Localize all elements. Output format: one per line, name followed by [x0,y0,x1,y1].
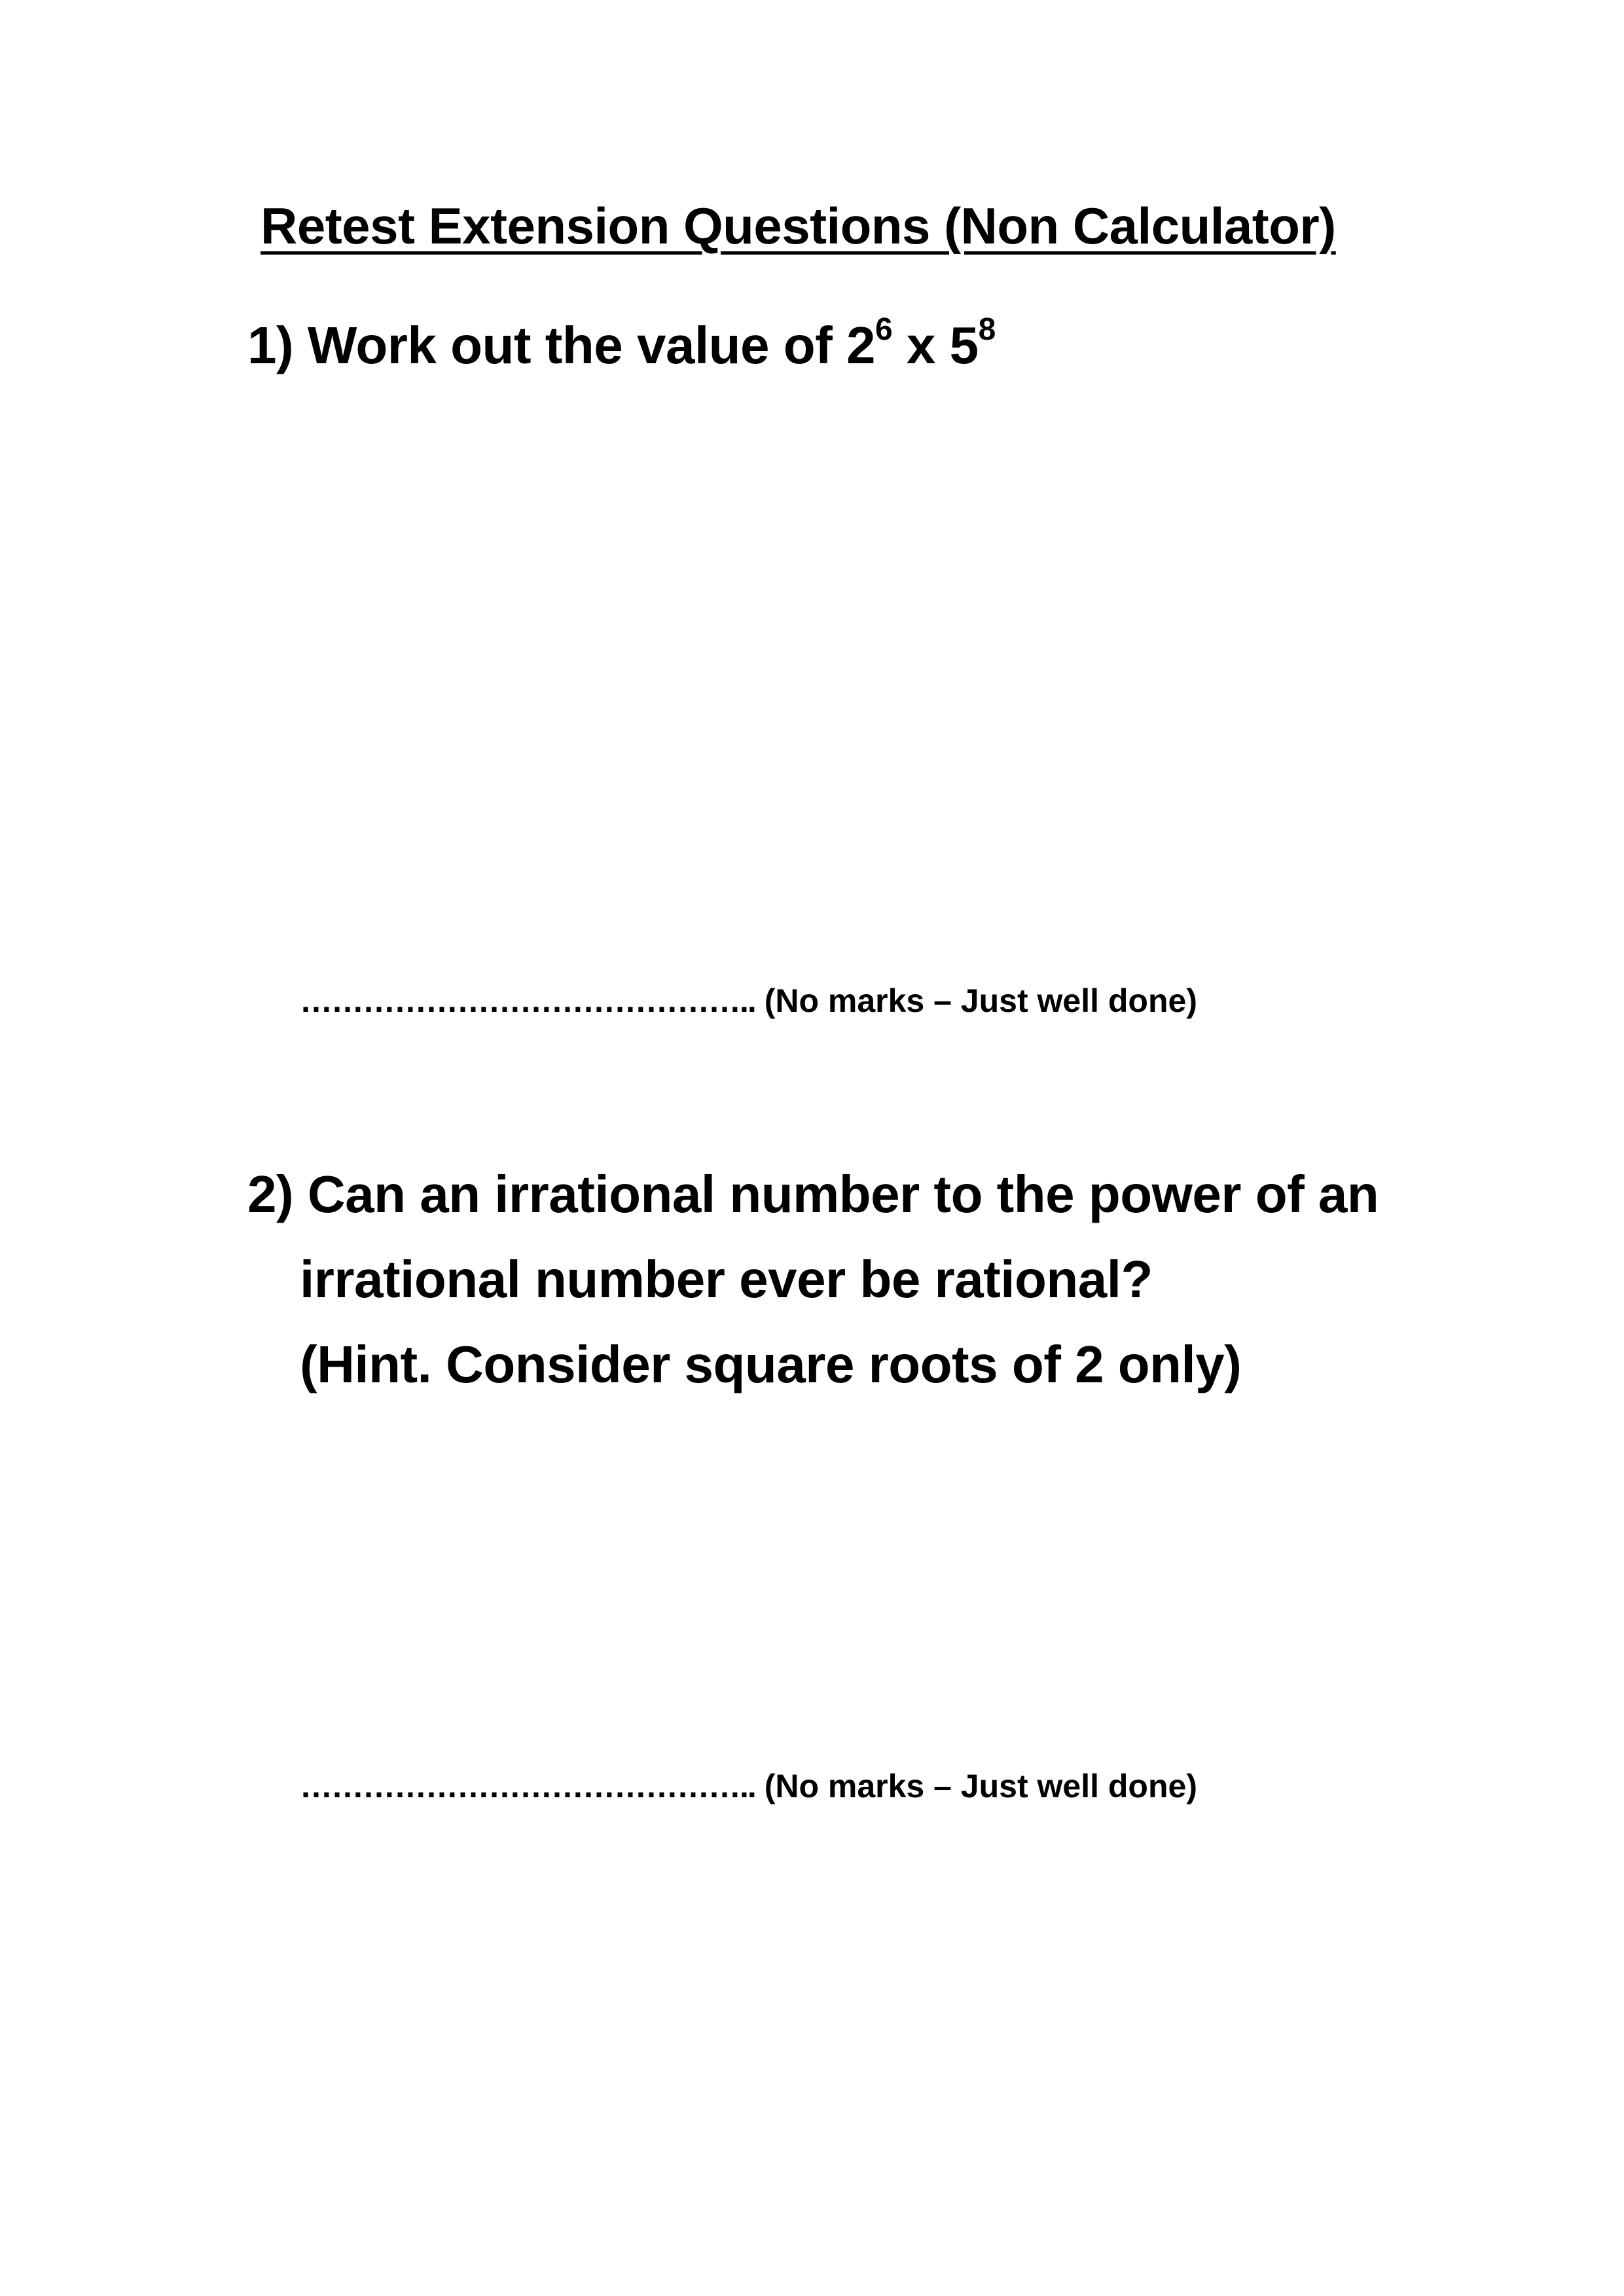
question-2-hint: (Hint. Consider square roots of 2 only) [300,1335,1242,1393]
answer-2-dots: …………………………………….. [300,1768,755,1804]
answer-2-note: (No marks – Just well done) [755,1768,1197,1804]
answer-line-2[interactable] [300,1767,1197,1805]
answer-1-dots: …………………………………….. [300,982,755,1019]
question-1-middle: x 5 [892,316,979,374]
answer-1-note: (No marks – Just well done) [755,982,1197,1019]
question-1-exponent-1: 6 [875,312,893,348]
question-2-line-1: 2) Can an irrational number to the power of an [247,1165,1379,1223]
question-1-text: 1) Work out the value of 2 [247,316,875,374]
page-title: Retest Extension Questions (Non Calculator) [261,197,1336,255]
question-2-line-2: irrational number ever be rational? [300,1250,1153,1308]
question-1-exponent-2: 8 [978,312,996,348]
answer-line-1[interactable] [300,982,1197,1020]
question-2 [247,1152,1379,1407]
question-1 [247,312,996,376]
